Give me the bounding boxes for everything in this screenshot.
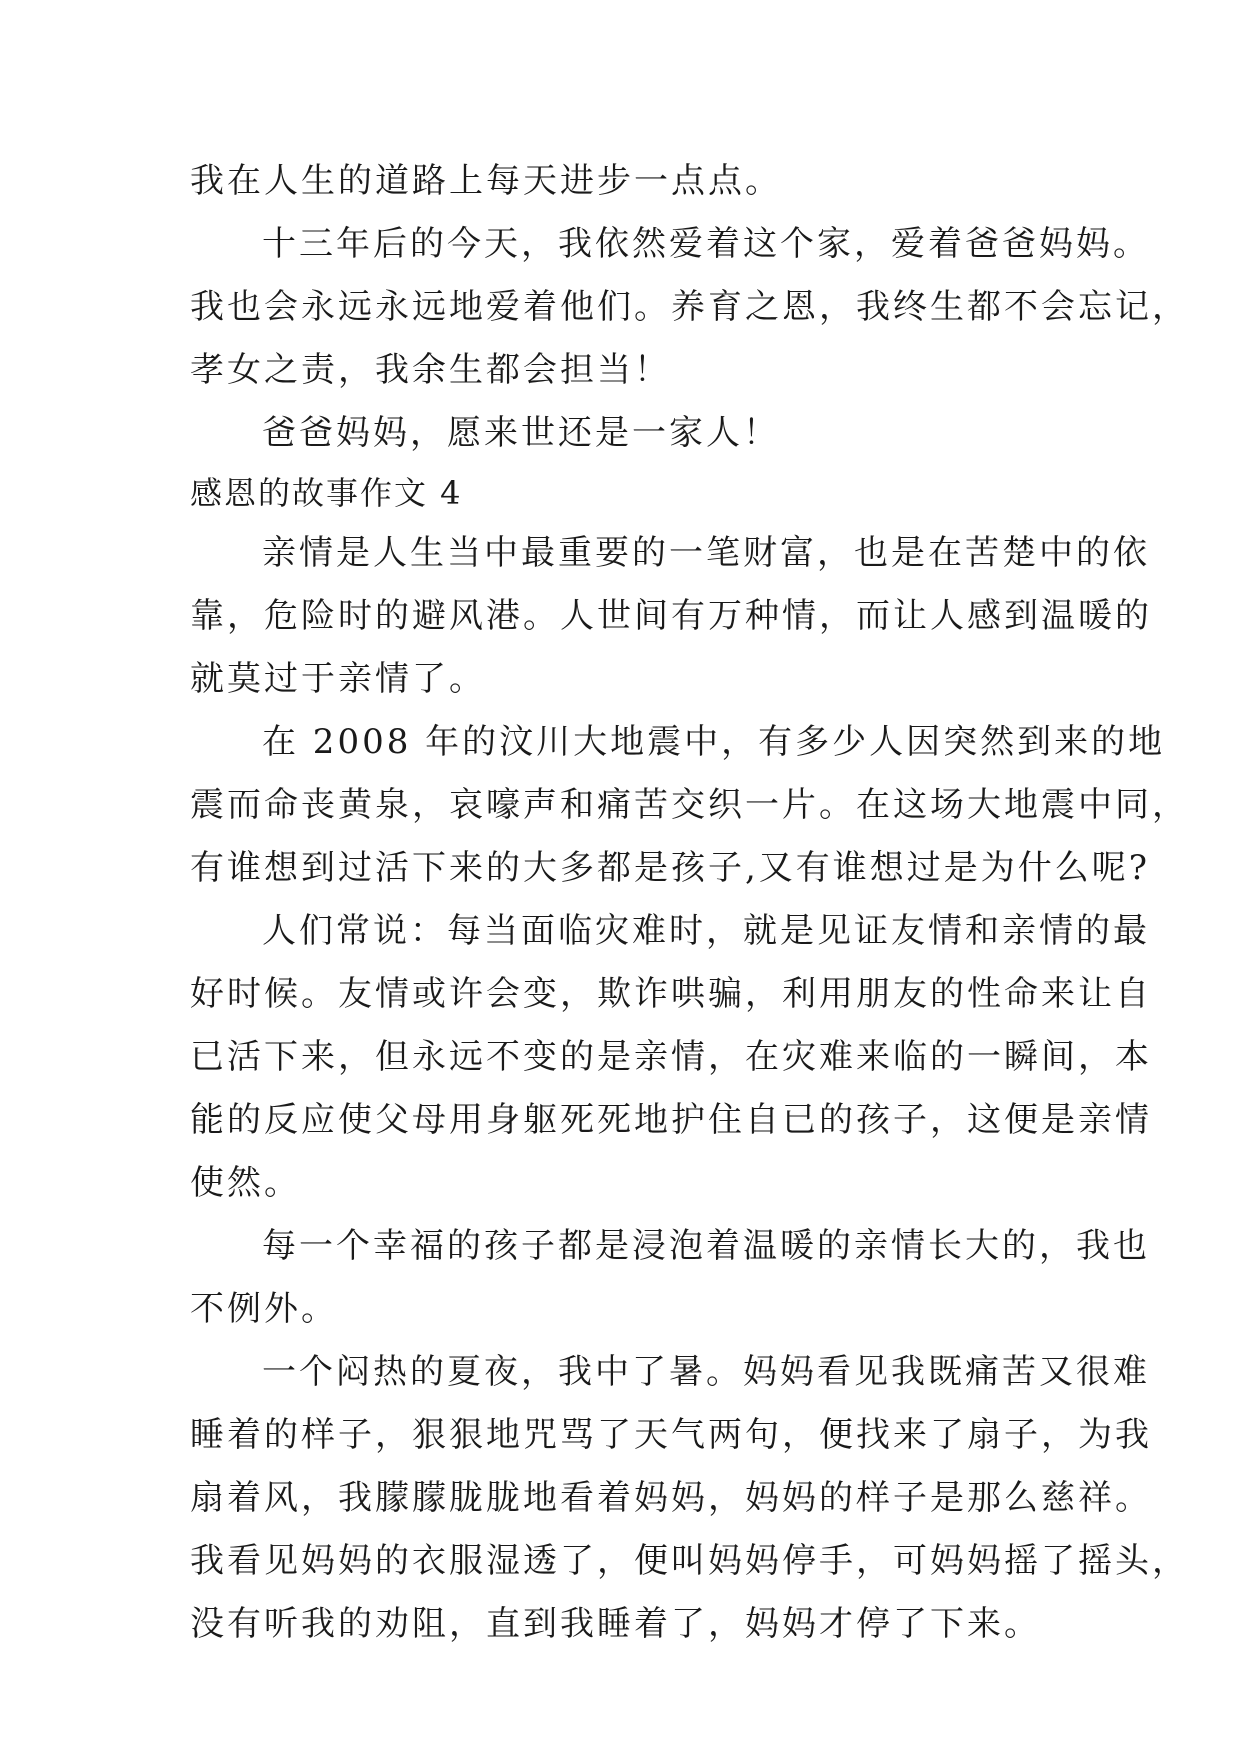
paragraph-line: 能的反应使父母用身躯死死地护住自已的孩子，这便是亲情: [190, 1100, 1152, 1140]
paragraph-line: 就莫过于亲情了。: [190, 659, 486, 699]
paragraph-line: 我看见妈妈的衣服湿透了，便叫妈妈停手，可妈妈摇了摇头，: [190, 1541, 1189, 1581]
document-body: [190, 150, 1189, 1656]
paragraph-line: 亲情是人生当中最重要的一笔财富，也是在苦楚中的依: [262, 533, 1150, 573]
paragraph-line: 睡着的样子，狠狠地咒骂了天气两句，便找来了扇子，为我: [190, 1415, 1152, 1455]
paragraph-line: 已活下来，但永远不变的是亲情，在灾难来临的一瞬间，本: [190, 1037, 1152, 1077]
paragraph-line: 在 2008 年的汶川大地震中，有多少人因突然到来的地: [262, 722, 1166, 762]
paragraph-line: 使然。: [190, 1163, 301, 1203]
paragraph-line: 十三年后的今天，我依然爱着这个家，爱着爸爸妈妈。: [262, 224, 1150, 264]
paragraph-line: 不例外。: [190, 1289, 338, 1329]
paragraph-line: 我在人生的道路上每天进步一点点。: [190, 161, 782, 201]
paragraph-line: 孝女之责，我余生都会担当！: [190, 350, 671, 390]
paragraph-line: 好时候。友情或许会变，欺诈哄骗，利用朋友的性命来让自: [190, 974, 1152, 1014]
paragraph-line: 人们常说：每当面临灾难时，就是见证友情和亲情的最: [262, 911, 1150, 951]
paragraph-line: 没有听我的劝阻，直到我睡着了，妈妈才停了下来。: [190, 1604, 1041, 1644]
paragraph-line: 每一个幸福的孩子都是浸泡着温暖的亲情长大的，我也: [262, 1226, 1150, 1266]
paragraph-line: 有谁想到过活下来的大多都是孩子,又有谁想过是为什么呢?: [190, 848, 1151, 888]
paragraph-line: 扇着风，我朦朦胧胧地看着妈妈，妈妈的样子是那么慈祥。: [190, 1478, 1152, 1518]
section-heading: 感恩的故事作文 4: [190, 474, 463, 512]
paragraph-line: 震而命丧黄泉，哀嚎声和痛苦交织一片。在这场大地震中同，: [190, 785, 1189, 825]
paragraph-line: 一个闷热的夏夜，我中了暑。妈妈看见我既痛苦又很难: [262, 1352, 1150, 1392]
paragraph-line: 爸爸妈妈，愿来世还是一家人！: [262, 413, 780, 453]
paragraph-line: 靠，危险时的避风港。人世间有万种情，而让人感到温暖的: [190, 596, 1152, 636]
paragraph-line: 我也会永远永远地爱着他们。养育之恩，我终生都不会忘记，: [190, 287, 1189, 327]
